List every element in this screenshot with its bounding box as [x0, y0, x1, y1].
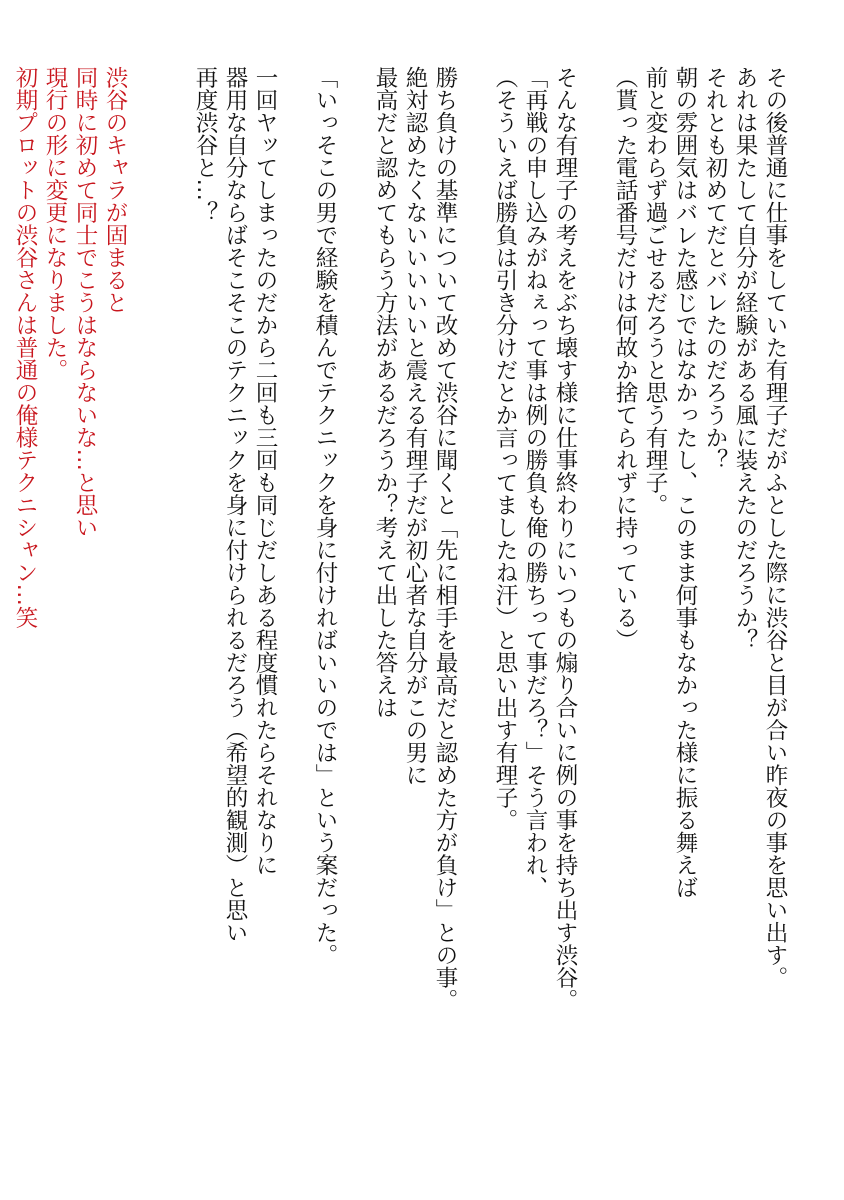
text-line: その後普通に仕事をしていた有理子だがふとした際に渋谷と目が合い昨夜の事を思い出す。 — [762, 66, 788, 989]
text-line: 絶対認めたくないいいいいと震える有理子だが初心者な自分がこの男に — [402, 66, 428, 786]
author-note-line: 同時に初めて同士でこうはならないな…と思い — [72, 66, 98, 539]
text-line: （そういえば勝負は引き分けだとか言ってましたね汗）と思い出す有理子。 — [492, 66, 518, 831]
text-line: 一回ヤッてしまったのだから二回も三回も同じだしある程度慣れたらそれなりに — [252, 66, 278, 876]
text-line: 前と変わらず過ごせるだろうと思う有理子。 — [642, 66, 668, 516]
text-line: それとも初めてだとバレたのだろうか？ — [702, 66, 728, 471]
author-note-line: 初期プロットの渋谷さんは普通の俺様テクニシャン…笑 — [12, 66, 38, 629]
text-line: 再度渋谷と…？ — [192, 66, 218, 224]
author-note-line: 渋谷のキャラが固まると — [102, 66, 128, 314]
paragraph-gap — [280, 66, 310, 1176]
vertical-text-block — [10, 66, 790, 1176]
paragraph-gap — [460, 66, 490, 1176]
text-line: 勝ち負けの基準について改めて渋谷に聞くと「先に相手を最高だと認めた方が負け」との事。 — [432, 66, 458, 1011]
paragraph-gap — [130, 66, 160, 1176]
text-line: あれは果たして自分が経験がある風に装えたのだろうか？ — [732, 66, 758, 651]
text-line: そんな有理子の考えをぶち壊す様に仕事終わりにいつもの煽り合いに例の事を持ち出す渋谷。 — [552, 66, 578, 1011]
text-line: 「いっそこの男で経験を積んでテクニックを身に付ければいいのでは」という案だった。 — [312, 66, 338, 966]
paragraph-gap — [580, 66, 610, 1176]
text-line: 朝の雰囲気はバレた感じではなかったし、このまま何事もなかった様に振る舞えば — [672, 66, 698, 899]
text-line: 最高だと認めてもらう方法があるだろうか？考えて出した答えは — [372, 66, 398, 719]
paragraph-gap — [160, 66, 190, 1176]
text-line: （貰った電話番号だけは何故か捨てられずに持っている） — [612, 66, 638, 651]
paragraph-gap — [340, 66, 370, 1176]
author-note-line: 現行の形に変更になりました。 — [42, 66, 68, 381]
text-line: 器用な自分ならばそこそこのテクニックを身に付けられるだろう（希望的観測）と思い — [222, 66, 248, 944]
text-line: 「再戦の申し込みがねぇって事は例の勝負も俺の勝ちって事だろ？」そう言われ、 — [522, 66, 548, 899]
